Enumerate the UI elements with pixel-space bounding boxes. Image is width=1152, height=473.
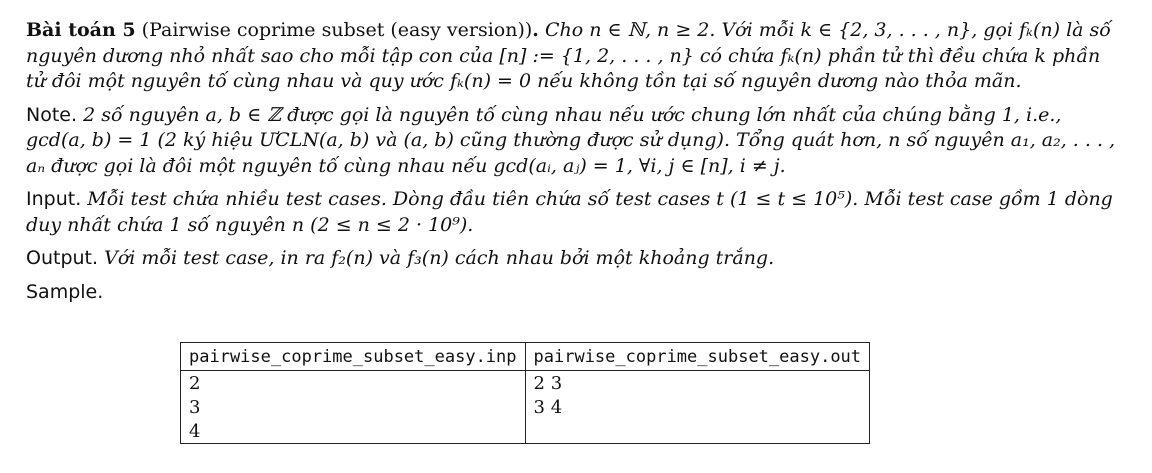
problem-name: (Pairwise coprime subset (easy version)): [141, 19, 533, 41]
input-file-header: pairwise_coprime_subset_easy.inp: [181, 343, 526, 371]
problem-title-paragraph: [26, 18, 1120, 95]
output-label: Output.: [26, 247, 99, 269]
table-row: [181, 371, 870, 396]
output-file-header: pairwise_coprime_subset_easy.out: [525, 343, 870, 371]
output-paragraph: [26, 246, 1120, 272]
problem-description: Cho n ∈ ℕ, n ≥ 2. Với mỗi k ∈ {2, 3, . . . , n}, gọi fₖ(n) là số nguyên dương nhỏ nhất sao cho mỗi tập con của [n] := {1, 2, . . . , n} có chứa fₖ(n) phần tử thì đều chứa k phần tử đôi một nguyên tố cùng nhau và quy ước fₖ(n) = 0 nếu không tồn tại số nguyên dương nào thỏa mãn.: [26, 19, 1111, 92]
table-row: [181, 395, 870, 419]
input-cell: 4: [181, 419, 526, 444]
note-label: Note.: [26, 103, 78, 126]
input-cell: 3: [181, 395, 526, 419]
title-period: .: [532, 19, 539, 41]
table-row: [181, 419, 870, 444]
output-text: Với mỗi test case, in ra f₂(n) và f₃(n) cách nhau bởi một khoảng trắng.: [104, 247, 775, 269]
note-paragraph: [26, 103, 1120, 180]
output-cell: 2 3: [525, 371, 870, 396]
problem-statement: [26, 18, 1120, 313]
output-cell: 3 4: [525, 395, 870, 419]
sample-paragraph: [26, 280, 1120, 306]
input-cell: 2: [181, 371, 526, 396]
sample-table: [180, 342, 870, 444]
output-cell: [525, 419, 870, 444]
input-label: Input.: [26, 188, 82, 210]
sample-label: Sample.: [26, 280, 104, 303]
note-text: 2 số nguyên a, b ∈ ℤ được gọi là nguyên tố cùng nhau nếu ước chung lớn nhất của chúng bằng 1, i.e., gcd(a, b) = 1 (2 ký hiệu ƯCLN(a, b) và (a, b) cũng thường được sử dụng). Tổng quát hơn, n số nguyên a₁, a₂, . . . , aₙ được gọi là đôi một nguyên tố cùng nhau nếu gcd(aᵢ, aⱼ) = 1, ∀i, j ∈ [n], i ≠ j.: [26, 103, 1116, 177]
input-text: Mỗi test chứa nhiều test cases. Dòng đầu tiên chứa số test cases t (1 ≤ t ≤ 10⁵). Mỗi test case gồm 1 dòng duy nhất chứa 1 số nguyên n (2 ≤ n ≤ 2 · 10⁹).: [26, 188, 1113, 236]
problem-label: Bài toán 5: [26, 19, 136, 41]
sample-table-header: [181, 343, 870, 371]
input-paragraph: [26, 187, 1120, 238]
